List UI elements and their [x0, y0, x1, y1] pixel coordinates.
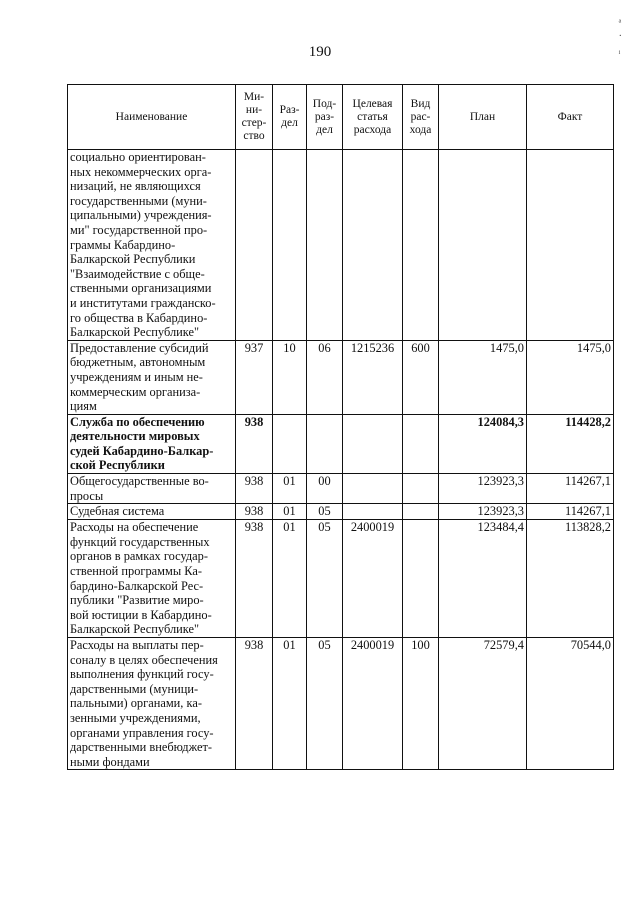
row-plan: 72579,4 [439, 638, 527, 770]
row-subsection [307, 414, 343, 473]
row-ministry: 938 [236, 414, 273, 473]
row-fact: 113828,2 [527, 520, 614, 638]
row-name: Судебная система [68, 504, 236, 520]
row-type [403, 504, 439, 520]
row-section [273, 150, 307, 341]
row-ministry: 938 [236, 474, 273, 504]
row-target: 2400019 [343, 520, 403, 638]
row-subsection: 06 [307, 340, 343, 414]
table-row [68, 520, 614, 638]
row-name: социально ориентирован- ных некоммерческих орга- низаций, не являющихся государственными (муни- ципальными) учреждения- ми" государственной про- граммы Кабардино- Балкарской Республики "Взаимодействие с обще- ственными организациями и институтами гражданско- го общества в Кабардино- Балкарской Республике" [68, 150, 236, 341]
row-name: Общегосударственные во- просы [68, 474, 236, 504]
row-ministry [236, 150, 273, 341]
header-target: Целевая статья расхода [343, 85, 403, 150]
row-plan: 123923,3 [439, 474, 527, 504]
header-name: Наименование [68, 85, 236, 150]
page-number: 190 [308, 44, 332, 60]
row-subsection: 05 [307, 504, 343, 520]
row-target [343, 150, 403, 341]
row-subsection [307, 150, 343, 341]
header-plan: План [439, 85, 527, 150]
row-section: 01 [273, 504, 307, 520]
row-ministry: 938 [236, 520, 273, 638]
row-subsection: 05 [307, 638, 343, 770]
header-ministry: Ми- ни- стер- ство [236, 85, 273, 150]
row-plan: 1475,0 [439, 340, 527, 414]
table-row [68, 150, 614, 341]
row-type: 100 [403, 638, 439, 770]
row-fact: 114267,1 [527, 504, 614, 520]
row-subsection: 05 [307, 520, 343, 638]
header-type: Вид рас- хода [403, 85, 439, 150]
row-plan: 124084,3 [439, 414, 527, 473]
margin-marks: ᵃ · ᵢ [618, 17, 622, 56]
header-section: Раз- дел [273, 85, 307, 150]
row-target [343, 414, 403, 473]
row-fact: 114267,1 [527, 474, 614, 504]
row-subsection: 00 [307, 474, 343, 504]
row-name: Расходы на выплаты пер- соналу в целях обеспечения выполнения функций госу- дарственными (муници- пальными) органами, ка- зенными учреждениями, органами управления госу- дарственными внебюджет- ными фондами [68, 638, 236, 770]
row-fact: 1475,0 [527, 340, 614, 414]
row-name: Служба по обеспечению деятельности мировых судей Кабардино-Балкар- ской Республики [68, 414, 236, 473]
table-row [68, 340, 614, 414]
table-row [68, 638, 614, 770]
header-subsection: Под- раз- дел [307, 85, 343, 150]
row-target: 2400019 [343, 638, 403, 770]
row-type [403, 474, 439, 504]
row-name: Расходы на обеспечение функций государственных органов в рамках государ- ственной программы Ка- бардино-Балкарской Рес- публики "Развитие миро- вой юстиции в Кабардино- Балкарской Республике" [68, 520, 236, 638]
row-section: 01 [273, 474, 307, 504]
table-row [68, 474, 614, 504]
row-section: 10 [273, 340, 307, 414]
table-header-row [68, 85, 614, 150]
row-fact: 114428,2 [527, 414, 614, 473]
row-type [403, 414, 439, 473]
row-plan [439, 150, 527, 341]
header-fact: Факт [527, 85, 614, 150]
row-type [403, 520, 439, 638]
row-ministry: 937 [236, 340, 273, 414]
row-fact: 70544,0 [527, 638, 614, 770]
row-section: 01 [273, 638, 307, 770]
row-ministry: 938 [236, 638, 273, 770]
row-type: 600 [403, 340, 439, 414]
row-plan: 123484,4 [439, 520, 527, 638]
row-section [273, 414, 307, 473]
budget-table [67, 84, 614, 770]
row-name: Предоставление субсидий бюджетным, автономным учреждениям и иным не- коммерческим организа- циям [68, 340, 236, 414]
row-target: 1215236 [343, 340, 403, 414]
row-section: 01 [273, 520, 307, 638]
row-type [403, 150, 439, 341]
row-target [343, 504, 403, 520]
row-ministry: 938 [236, 504, 273, 520]
table-row [68, 504, 614, 520]
row-target [343, 474, 403, 504]
row-plan: 123923,3 [439, 504, 527, 520]
row-fact [527, 150, 614, 341]
table-row [68, 414, 614, 473]
